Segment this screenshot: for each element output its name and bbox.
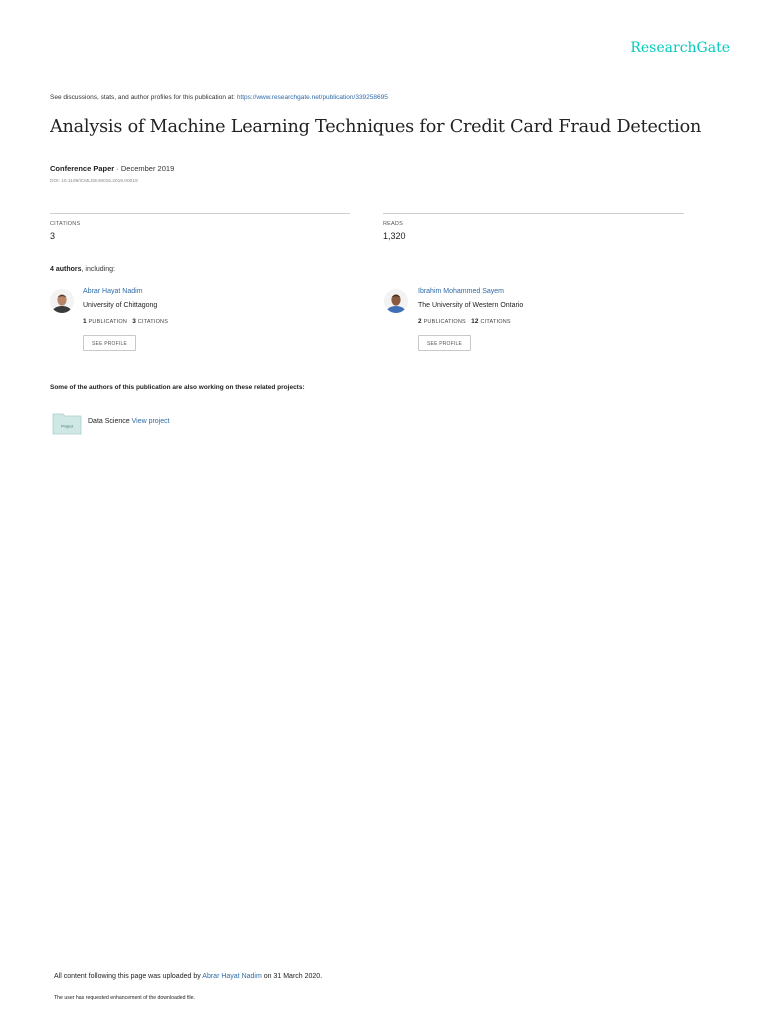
see-profile-button[interactable]: SEE PROFILE [418, 335, 471, 351]
author-name-link[interactable]: Abrar Hayat Nadim [83, 288, 143, 295]
see-profile-button[interactable]: SEE PROFILE [83, 335, 136, 351]
publication-title: Analysis of Machine Learning Techniques for Credit Card Fraud Detection [50, 117, 702, 137]
authors-count: 4 authors [50, 266, 82, 273]
publication-type: Conference Paper [50, 164, 115, 173]
reads-divider [383, 213, 684, 214]
authors-including: , including: [81, 266, 115, 273]
author-institution: University of Chittagong [83, 302, 158, 309]
project-name: Data Science [88, 418, 130, 425]
project-icon-label: Project [61, 424, 73, 429]
author-avatar[interactable] [50, 289, 74, 313]
related-projects-heading: Some of the authors of this publication are also working on these related projects: [50, 384, 305, 391]
download-note: The user has requested enhancement of the downloaded file. [54, 995, 196, 1001]
project-folder-icon[interactable] [52, 411, 82, 435]
upload-prefix: All content following this page was uploaded by [54, 973, 201, 980]
author-citations-label: CITATIONS [137, 319, 169, 325]
publication-url-link[interactable]: https://www.researchgate.net/publication/339258695 [236, 94, 388, 101]
upload-suffix: on 31 March 2020. [263, 973, 323, 980]
author-publications-label: PUBLICATION [88, 319, 128, 325]
author-citations-count: 12 [471, 318, 479, 325]
authors-heading [50, 266, 115, 273]
reads-value: 1,320 [383, 231, 406, 241]
author-photo-icon [384, 289, 408, 313]
author-citations-label: CITATIONS [480, 319, 511, 325]
author-publications-label: PUBLICATIONS [423, 319, 466, 325]
see-discussions-text: See discussions, stats, and author profiles for this publication at: [50, 94, 235, 101]
author-institution: The University of Western Ontario [418, 302, 524, 309]
citations-label: CITATIONS [50, 221, 81, 227]
researchgate-logo[interactable]: ResearchGate [630, 40, 730, 56]
reads-label: READS [383, 221, 403, 227]
author-avatar[interactable] [384, 289, 408, 313]
publication-type-line [50, 164, 174, 173]
project-item [88, 418, 170, 425]
author-name-link[interactable]: Ibrahim Mohammed Sayem [418, 288, 504, 295]
citations-divider [50, 213, 350, 214]
author-photo-icon [50, 289, 74, 313]
author-publications-count: 1 [83, 318, 87, 325]
author-citations-count: 3 [132, 318, 137, 325]
see-discussions-line [50, 94, 388, 101]
view-project-link[interactable]: View project [131, 418, 170, 425]
author-publications-count: 2 [418, 318, 422, 325]
author-stats [418, 318, 511, 325]
uploader-link[interactable]: Abrar Hayat Nadim [202, 973, 262, 980]
publication-date: December 2019 [120, 164, 175, 173]
publication-doi: DOI: 10.1109/ICMLDE49015.2019.00019 [50, 179, 138, 184]
author-stats [83, 318, 168, 325]
citations-value: 3 [50, 231, 56, 241]
upload-notice [54, 973, 322, 980]
type-date-separator: · [114, 164, 121, 173]
